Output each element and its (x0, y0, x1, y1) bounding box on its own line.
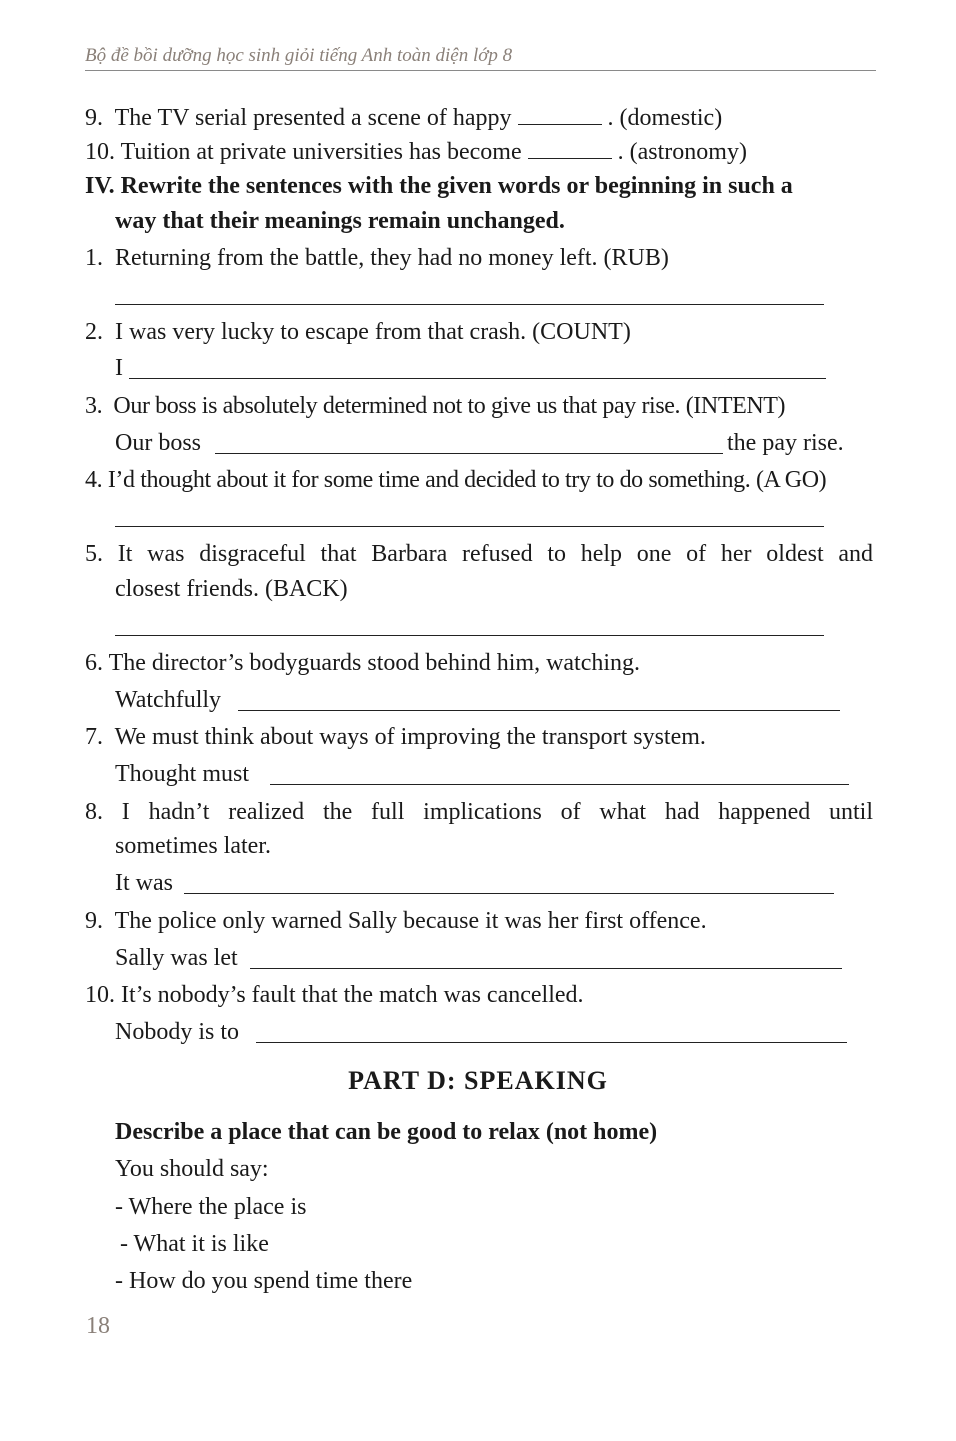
item-text-cont: sometimes later. (115, 833, 271, 859)
speaking-prompt: Describe a place that can be good to relax (not home) (115, 1119, 658, 1145)
item-text: The director’s bodyguards stood behind him, watching. (108, 650, 641, 676)
item-number: 1. (85, 245, 103, 271)
item-number: 9. (85, 105, 103, 131)
answer-start: Sally was let (115, 945, 238, 971)
exercise-item (85, 318, 631, 346)
exercise-item (85, 540, 873, 568)
exercise-item (85, 244, 669, 272)
running-header: Bộ đề bồi dưỡng học sinh giỏi tiếng Anh toàn diện lớp 8 (85, 45, 513, 66)
exercise-item (85, 981, 584, 1009)
answer-line[interactable] (184, 893, 834, 894)
item-text: It’s nobody’s fault that the match was cancelled. (121, 982, 584, 1008)
item-number: 6. (85, 650, 103, 676)
exercise-item (85, 466, 826, 494)
answer-line[interactable] (270, 784, 849, 785)
answer-start: It was (115, 870, 173, 896)
item-text: Returning from the battle, they had no money left. (RUB) (115, 245, 669, 271)
answer-start: Watchfully (115, 687, 222, 713)
item-text: I’d thought about it for some time and decided to try to do something. (A GO) (107, 467, 827, 493)
speaking-point: - How do you spend time there (115, 1268, 413, 1294)
item-number: 8. (85, 799, 103, 825)
exercise-item (85, 798, 873, 826)
answer-line[interactable] (238, 710, 840, 711)
part-heading: PART D: SPEAKING (348, 1066, 608, 1095)
exercise-item (85, 392, 785, 420)
item-text: I was very lucky to escape from that crash. (COUNT) (115, 319, 631, 345)
speaking-instruction: You should say: (115, 1156, 269, 1182)
speaking-point: - Where the place is (115, 1194, 307, 1220)
exercise-item (85, 138, 747, 166)
item-number: 5. (85, 541, 103, 567)
item-text: Tuition at private universities has become (120, 139, 522, 165)
exercise-item (85, 649, 640, 677)
item-hint: . (astronomy) (617, 139, 747, 165)
answer-line[interactable] (215, 453, 723, 454)
answer-line[interactable] (256, 1042, 847, 1043)
speaking-point: - What it is like (120, 1231, 269, 1257)
item-number: 3. (85, 393, 103, 419)
answer-line[interactable] (115, 635, 824, 636)
answer-start: Thought must (115, 761, 250, 787)
exercise-item (85, 723, 706, 751)
item-text: We must think about ways of improving the transport system. (114, 724, 706, 750)
answer-line[interactable] (250, 968, 842, 969)
item-number: 2. (85, 319, 103, 345)
item-number: 7. (85, 724, 103, 750)
answer-end: the pay rise. (727, 430, 844, 456)
item-number: 4. (85, 467, 103, 493)
exercise-item (85, 104, 722, 132)
answer-start: Our boss (115, 430, 202, 456)
page-number: 18 (86, 1313, 110, 1339)
item-text: I hadn’t realized the full implications of what had happened until (121, 799, 874, 825)
answer-start: I (115, 355, 123, 381)
answer-start: Nobody is to (115, 1019, 240, 1045)
item-number: 9. (85, 908, 103, 934)
answer-line[interactable] (115, 526, 824, 527)
item-text-cont: closest friends. (BACK) (115, 576, 348, 602)
item-text: Our boss is absolutely determined not to give us that pay rise. (INTENT) (113, 393, 786, 419)
item-hint: . (domestic) (607, 105, 723, 131)
item-text: The TV serial presented a scene of happy (114, 105, 512, 131)
item-text: It was disgraceful that Barbara refused to help one of her oldest and (117, 541, 874, 567)
section-title: IV. Rewrite the sentences with the given words or beginning in such a (85, 173, 793, 199)
answer-blank[interactable] (528, 138, 612, 159)
section-title-cont: way that their meanings remain unchanged. (115, 208, 565, 234)
item-number: 10. (85, 982, 115, 1008)
item-number: 10. (85, 139, 115, 165)
answer-line[interactable] (129, 378, 826, 379)
exercise-item (85, 907, 707, 935)
item-text: The police only warned Sally because it was her first offence. (114, 908, 707, 934)
header-rule (85, 70, 876, 71)
answer-blank[interactable] (518, 104, 602, 125)
answer-line[interactable] (115, 304, 824, 305)
